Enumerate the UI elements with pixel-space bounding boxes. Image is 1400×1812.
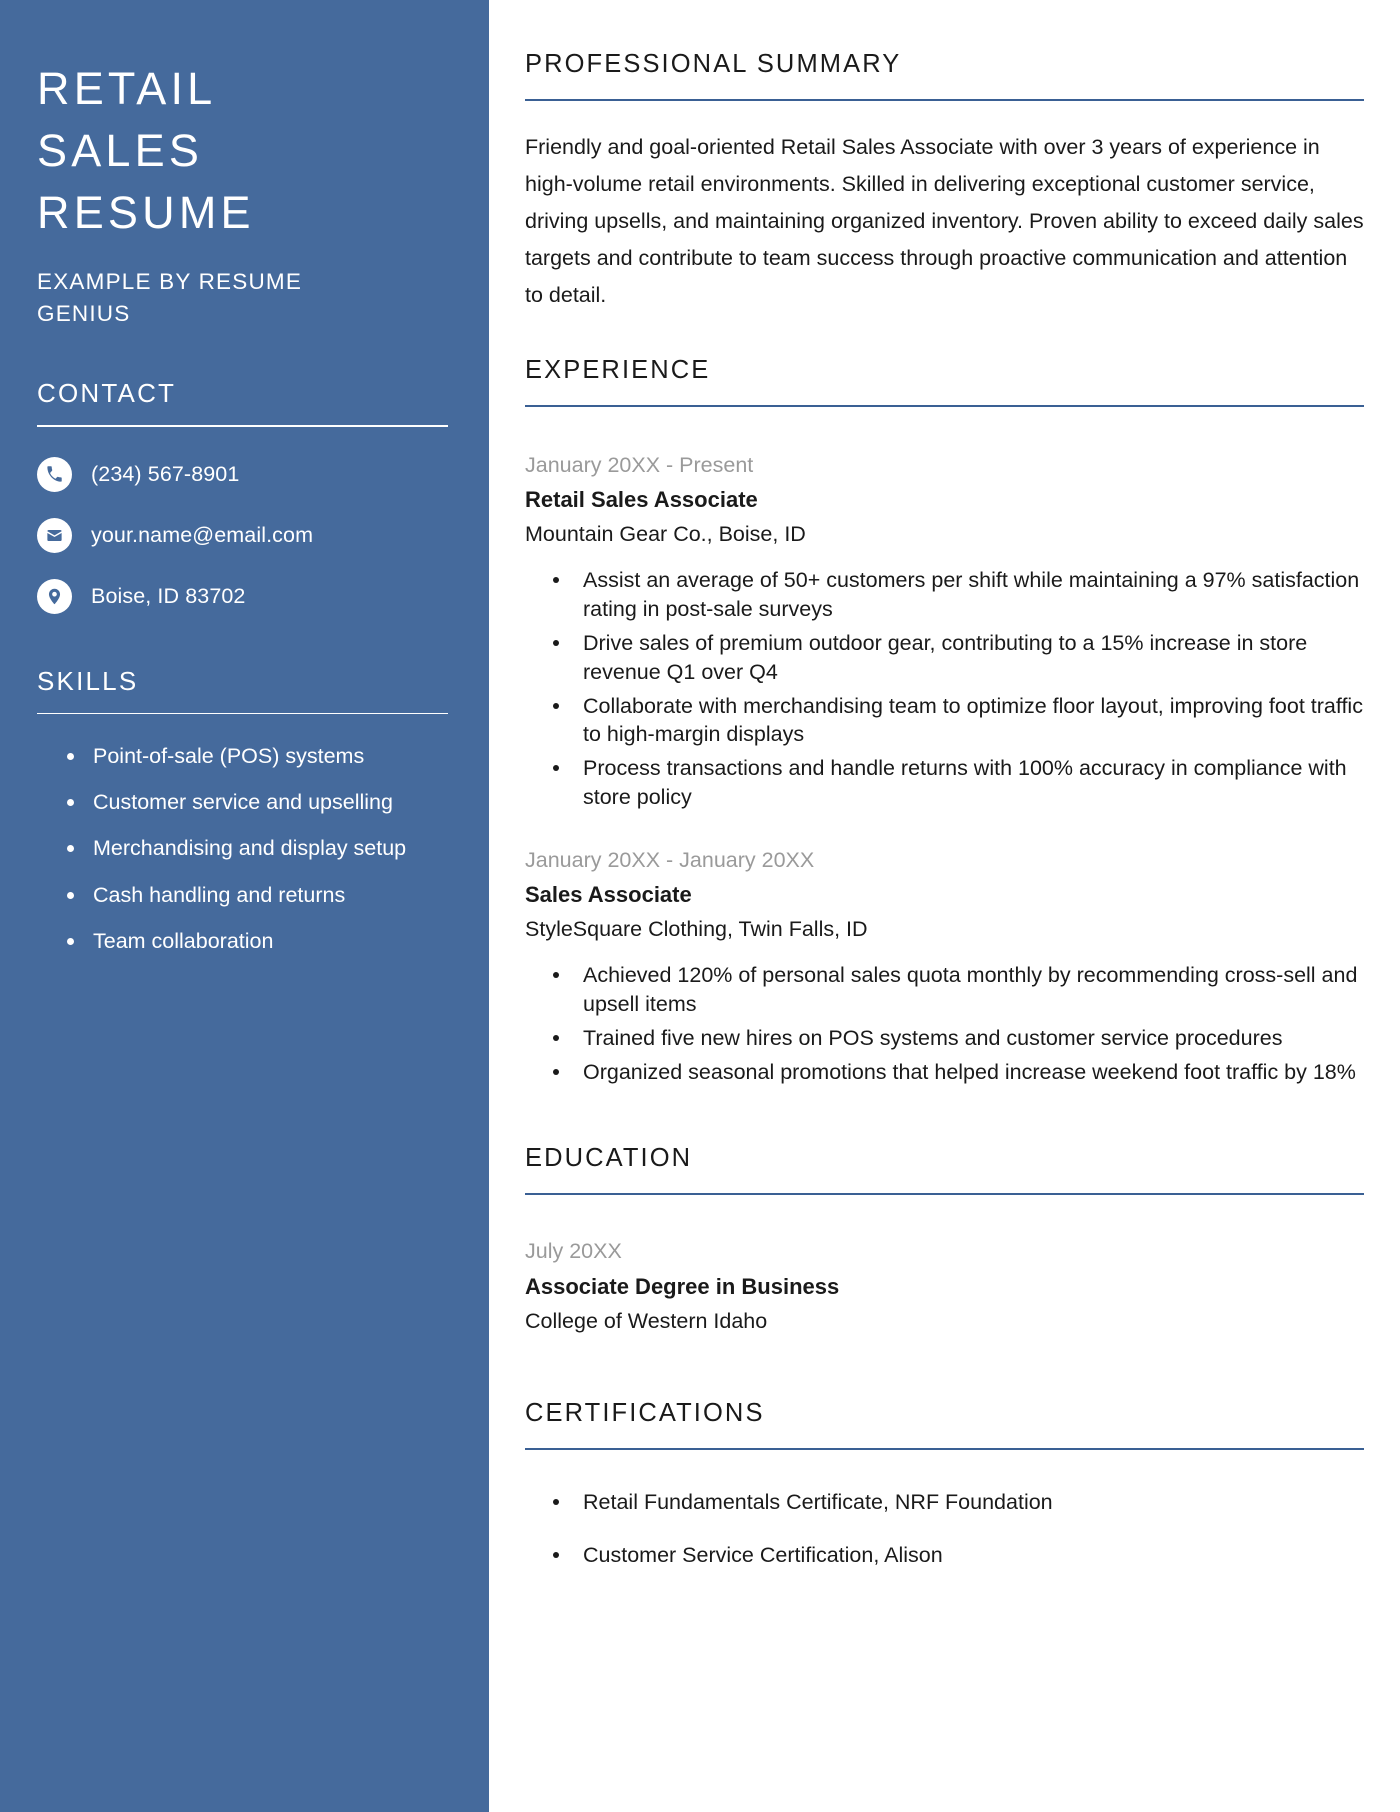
- list-item: Customer Service Certification, Alison: [525, 1541, 1364, 1570]
- experience-section: [525, 314, 1364, 1087]
- education-heading: EDUCATION: [525, 1144, 693, 1173]
- certifications-section: [525, 1389, 1364, 1570]
- contact-location-value: Boise, ID 83702: [91, 583, 246, 608]
- entry-date: January 20XX - January 20XX: [525, 847, 815, 872]
- list-item: Cash handling and returns: [37, 881, 409, 909]
- entry-bullet-list: [525, 566, 1364, 811]
- entry-job-title: Retail Sales Associate: [525, 487, 758, 513]
- certifications-heading: CERTIFICATIONS: [525, 1398, 765, 1427]
- list-item: Drive sales of premium outdoor gear, contributing to a 15% increase in store revenue Q1 over Q4: [525, 629, 1364, 687]
- list-item: Trained five new hires on POS systems and customer service procedures: [525, 1024, 1364, 1053]
- phone-icon: [37, 457, 72, 492]
- location-pin-icon: [37, 579, 72, 614]
- entry-organization: Mountain Gear Co., Boise, ID: [525, 522, 806, 547]
- certifications-divider: [525, 1448, 1364, 1450]
- title-line-2: SALES: [37, 125, 204, 177]
- list-item: Merchandising and display setup: [37, 834, 409, 862]
- contact-phone-value: (234) 567-8901: [91, 461, 240, 486]
- contact-list: [37, 457, 441, 614]
- list-item: Collaborate with merchandising team to optimize floor layout, improving foot traffic to high-margin displays: [525, 692, 1364, 750]
- entry-organization: StyleSquare Clothing, Twin Falls, ID: [525, 916, 868, 941]
- contact-section: [37, 378, 441, 614]
- experience-divider: [525, 405, 1364, 407]
- contact-item-location[interactable]: [37, 579, 441, 614]
- professional-summary-section: [525, 40, 1364, 314]
- summary-text: Friendly and goal-oriented Retail Sales Associate with over 3 years of experience in high-volume retail environments. Skilled in delivering exceptional customer service, driving upsells, and maintaining organized inventory. Proven ability to exceed daily sales targets and contribute to team success through proactive communication and attention to detail.: [525, 135, 1364, 307]
- list-item: Point-of-sale (POS) systems: [37, 742, 409, 770]
- summary-divider: [525, 99, 1364, 101]
- list-item: Organized seasonal promotions that helped increase weekend foot traffic by 18%: [525, 1058, 1364, 1087]
- skills-divider: [37, 713, 448, 715]
- education-divider: [525, 1193, 1364, 1195]
- sidebar: [0, 0, 489, 1812]
- experience-heading: EXPERIENCE: [525, 355, 711, 384]
- entry-job-title: Sales Associate: [525, 881, 692, 907]
- list-item: Assist an average of 50+ customers per shift while maintaining a 97% satisfaction rating in post-sale surveys: [525, 566, 1364, 624]
- list-item: Retail Fundamentals Certificate, NRF Foundation: [525, 1488, 1364, 1517]
- envelope-icon: [37, 518, 72, 553]
- education-section: [525, 1134, 1364, 1337]
- list-item: Team collaboration: [37, 927, 409, 955]
- resume-title-block: [37, 58, 441, 330]
- list-item: Customer service and upselling: [37, 788, 409, 816]
- skills-list: [37, 742, 441, 955]
- list-item: Process transactions and handle returns with 100% accuracy in compliance with store policy: [525, 754, 1364, 812]
- entry-bullet-list: [525, 961, 1364, 1086]
- certifications-list: [525, 1488, 1364, 1570]
- education-entry: [525, 1235, 1364, 1337]
- experience-entry: [525, 844, 1364, 1087]
- contact-email-value: your.name@email.com: [91, 522, 314, 547]
- experience-entry: [525, 449, 1364, 812]
- entry-degree: Associate Degree in Business: [525, 1273, 840, 1299]
- summary-heading: PROFESSIONAL SUMMARY: [525, 50, 902, 78]
- contact-item-email[interactable]: [37, 518, 441, 553]
- title-line-1: RETAIL: [37, 63, 217, 114]
- list-item: Achieved 120% of personal sales quota monthly by recommending cross-sell and upsell items: [525, 961, 1364, 1019]
- resume-byline: EXAMPLE BY RESUME GENIUS: [37, 269, 303, 327]
- contact-heading: CONTACT: [37, 378, 177, 409]
- title-line-3: RESUME: [37, 187, 255, 239]
- entry-date: January 20XX - Present: [525, 452, 754, 477]
- contact-item-phone[interactable]: [37, 457, 441, 492]
- main-column: [489, 0, 1400, 1812]
- entry-school: College of Western Idaho: [525, 1308, 768, 1333]
- skills-heading: SKILLS: [37, 665, 139, 696]
- skills-section: [37, 666, 441, 955]
- entry-date: July 20XX: [525, 1239, 622, 1264]
- contact-divider: [37, 425, 448, 427]
